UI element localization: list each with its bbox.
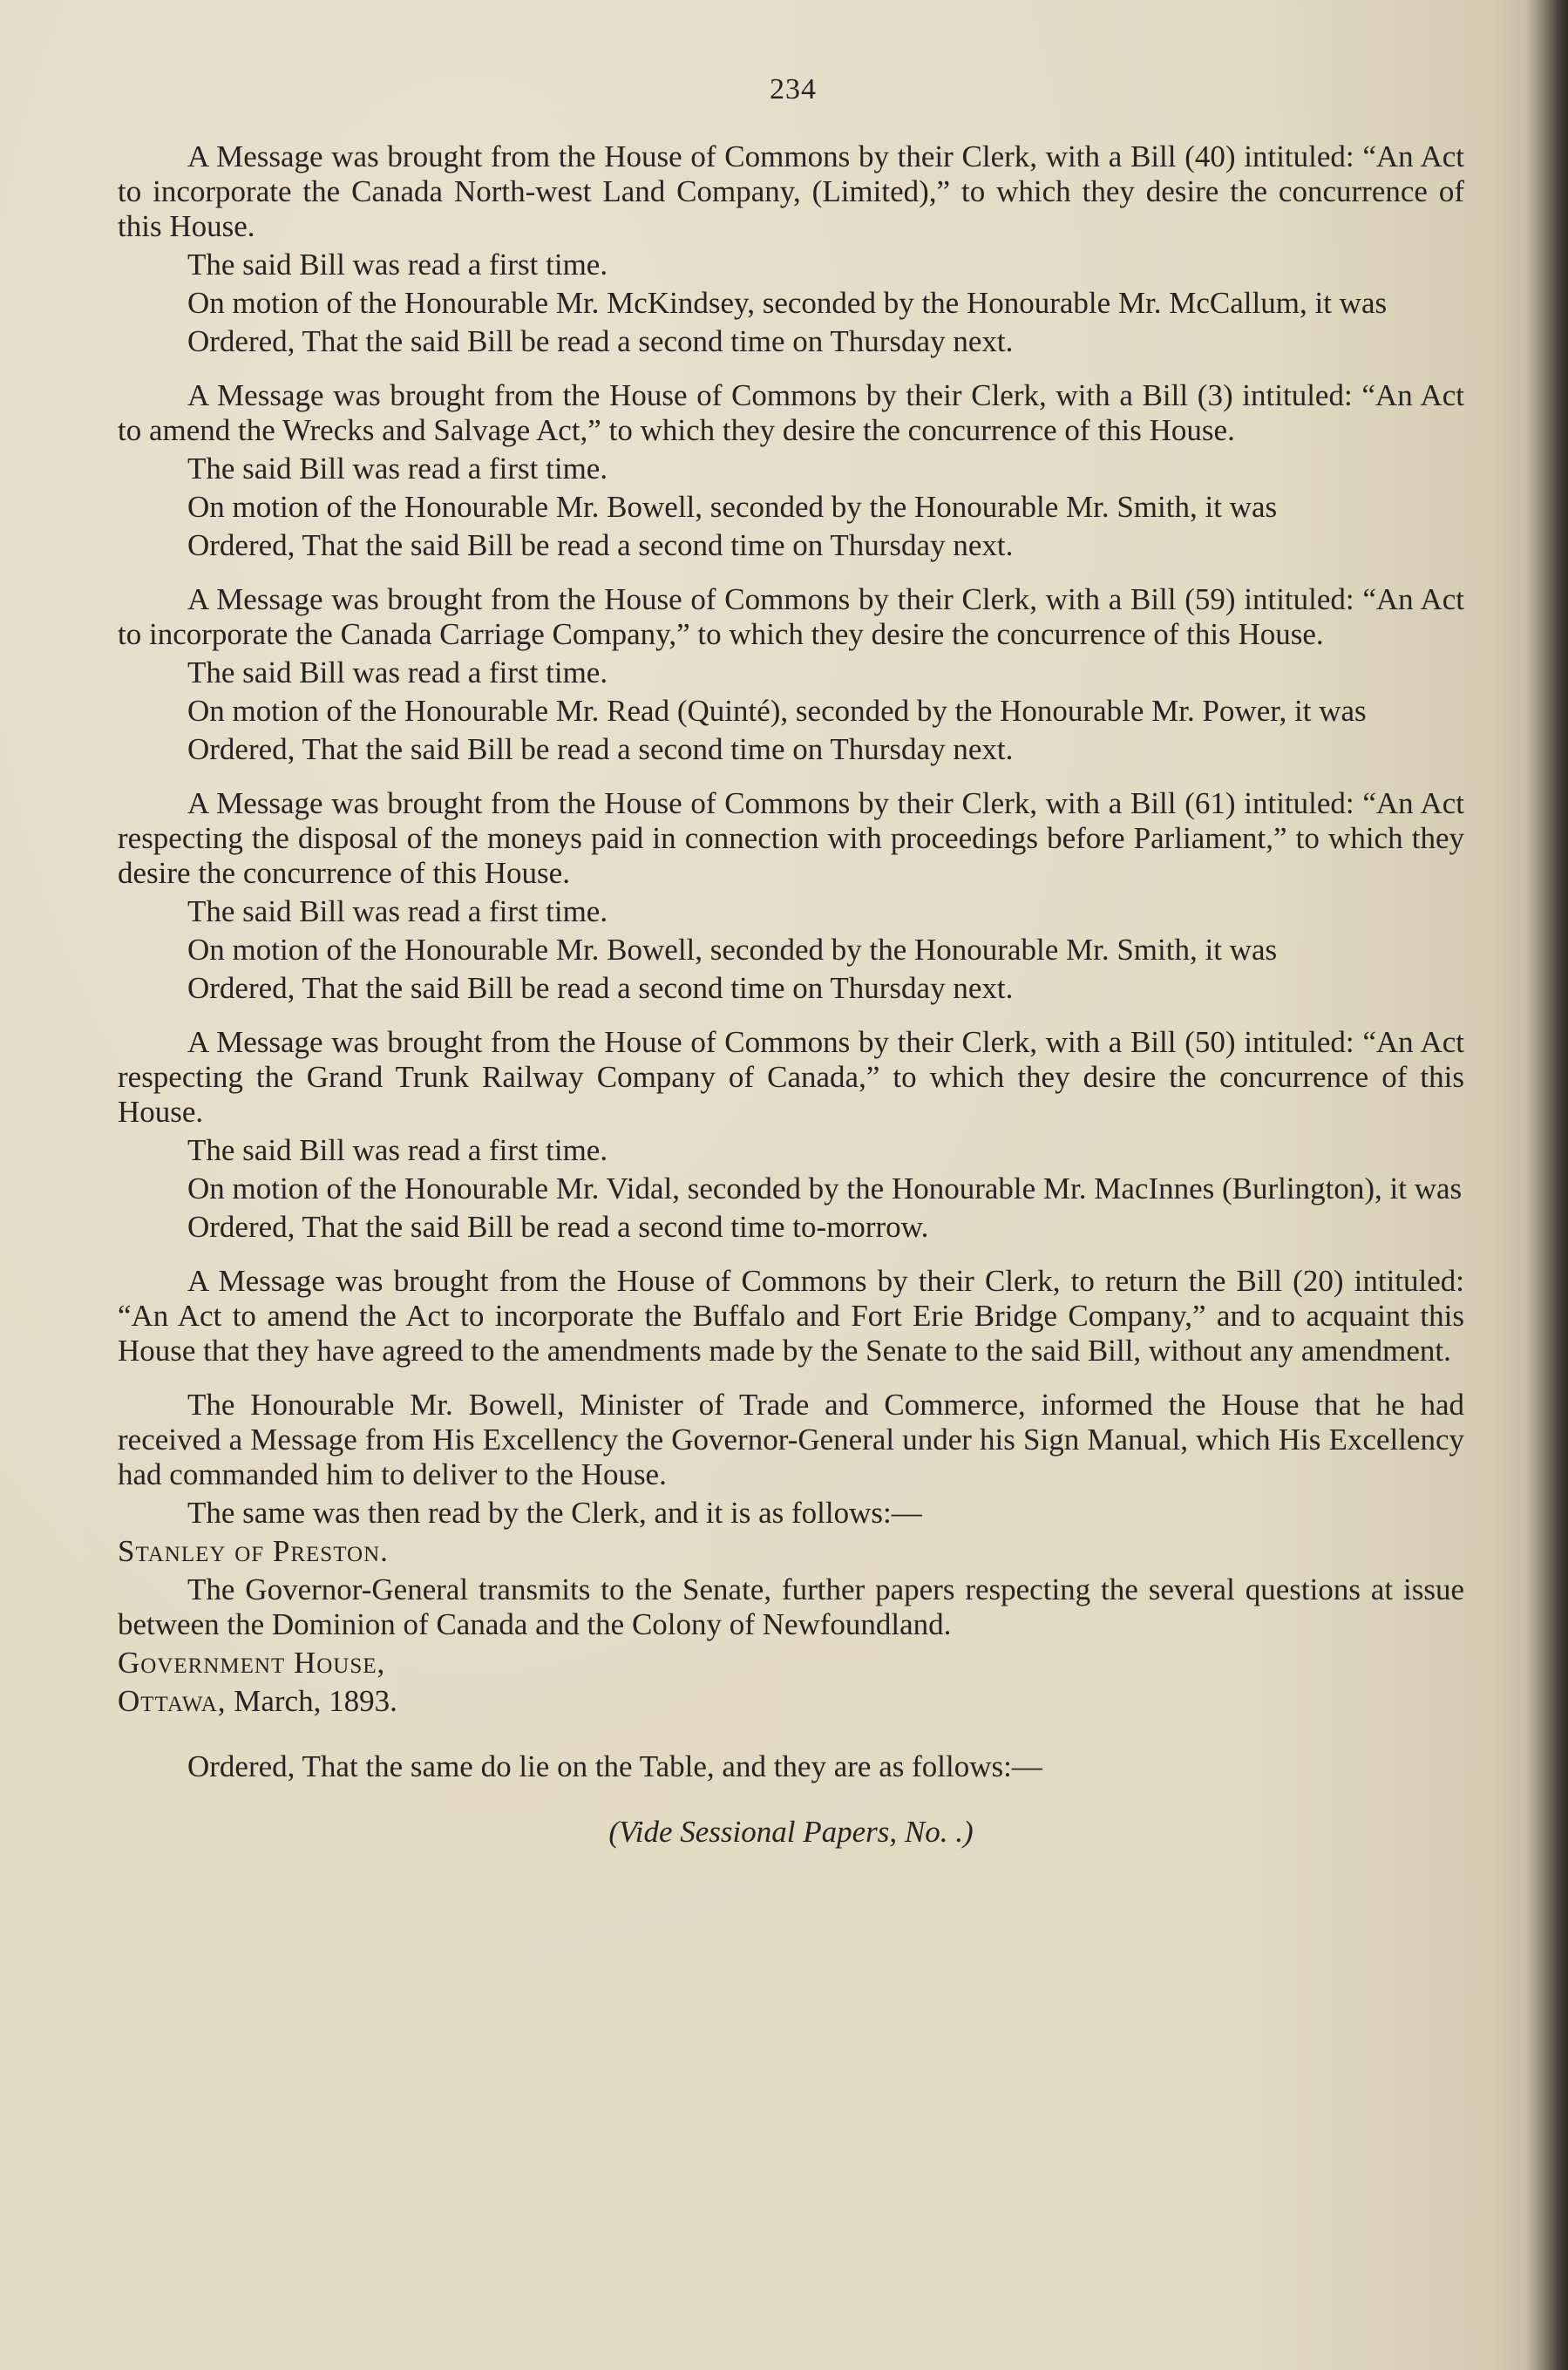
bill-message-entry: [118, 582, 1464, 767]
first-reading: The said Bill was read a first time.: [187, 1133, 608, 1167]
motion: On motion of the Honourable Mr. Bowell, seconded by the Honourable Mr. Smith, it was: [187, 933, 1278, 967]
commons-message: A Message was brought from the House of Commons by their Clerk, with a Bill (59) intituled: “An Act to incorporate the Canada Carriage Company,” to which they desire the concurrence of this House.: [118, 582, 1464, 651]
order: Ordered, That the said Bill be read a second time on Thursday next.: [187, 971, 1014, 1005]
motion: On motion of the Honourable Mr. McKindsey, seconded by the Honourable Mr. McCallum, it was: [187, 286, 1388, 320]
closing-order: Ordered, That the same do lie on the Table, and they are as follows:—: [187, 1749, 1042, 1783]
order: Ordered, That the said Bill be read a second time on Thursday next.: [187, 528, 1014, 562]
place-line: Government House,: [118, 1646, 386, 1680]
vide-reference: (Vide Sessional Papers, No. .): [608, 1815, 974, 1849]
order: Ordered, That the said Bill be read a second time on Thursday next.: [187, 324, 1014, 358]
governor-message-read: The same was then read by the Clerk, and it is as follows:—: [187, 1496, 922, 1530]
bill-message-entry: [118, 786, 1464, 1006]
first-reading: The said Bill was read a first time.: [187, 894, 608, 928]
bill-message-entry: [118, 1025, 1464, 1245]
commons-message: A Message was brought from the House of Commons by their Clerk, with a Bill (40) intituled: “An Act to incorporate the Canada North-west Land Company, (Limited),” to which they desire the concurrence of this House.: [118, 139, 1464, 243]
governor-message-intro: The Honourable Mr. Bowell, Minister of Trade and Commerce, informed the House that he had received a Message from His Excellency the Governor-General under his Sign Manual, which His Excellency had commanded him to deliver to the House.: [118, 1388, 1464, 1491]
bill-message-entry: [118, 139, 1464, 359]
page-number: 234: [770, 73, 817, 105]
order: Ordered, That the said Bill be read a second time to-morrow.: [187, 1210, 929, 1244]
motion: On motion of the Honourable Mr. Read (Quinté), seconded by the Honourable Mr. Power, it was: [187, 694, 1367, 728]
commons-message: A Message was brought from the House of Commons by their Clerk, with a Bill (50) intituled: “An Act respecting the Grand Trunk Railway Company of Canada,” to which they desire the concurrence of this House.: [118, 1025, 1464, 1129]
motion: On motion of the Honourable Mr. Vidal, seconded by the Honourable Mr. MacInnes (Burlington), it was: [187, 1171, 1463, 1205]
date-place: Ottawa,: [118, 1684, 227, 1718]
first-reading: The said Bill was read a first time.: [187, 452, 608, 486]
governor-message-body: The Governor-General transmits to the Senate, further papers respecting the several questions at issue between the Dominion of Canada and the Colony of Newfoundland.: [118, 1572, 1464, 1641]
order: Ordered, That the said Bill be read a second time on Thursday next.: [187, 732, 1014, 766]
first-reading: The said Bill was read a first time.: [187, 655, 608, 689]
return-message: A Message was brought from the House of Commons by their Clerk, to return the Bill (20) intituled: “An Act to amend the Act to incorporate the Buffalo and Fort Erie Bridge Company,” and to acquaint this House that they have agreed to the amendments made by the Senate to the said Bill, without any amendment.: [118, 1264, 1464, 1368]
journal-text: [118, 139, 1464, 1880]
date-value: March, 1893.: [234, 1684, 397, 1718]
motion: On motion of the Honourable Mr. Bowell, seconded by the Honourable Mr. Smith, it was: [187, 490, 1278, 524]
commons-message: A Message was brought from the House of Commons by their Clerk, with a Bill (61) intituled: “An Act respecting the disposal of the moneys paid in connection with proceedings before Parliament,” to which they desire the concurrence of this House.: [118, 786, 1464, 890]
commons-message: A Message was brought from the House of Commons by their Clerk, with a Bill (3) intituled: “An Act to amend the Wrecks and Salvage Act,” to which they desire the concurrence of this House.: [118, 378, 1464, 447]
book-spine-shadow: [1526, 0, 1568, 2370]
bill-message-entry: [118, 378, 1464, 563]
first-reading: The said Bill was read a first time.: [187, 248, 608, 282]
governor-message-entry: [118, 1388, 1464, 1719]
return-message-entry: [118, 1264, 1464, 1368]
date-line: [118, 1684, 1464, 1719]
governor-signature: Stanley of Preston.: [118, 1534, 389, 1568]
